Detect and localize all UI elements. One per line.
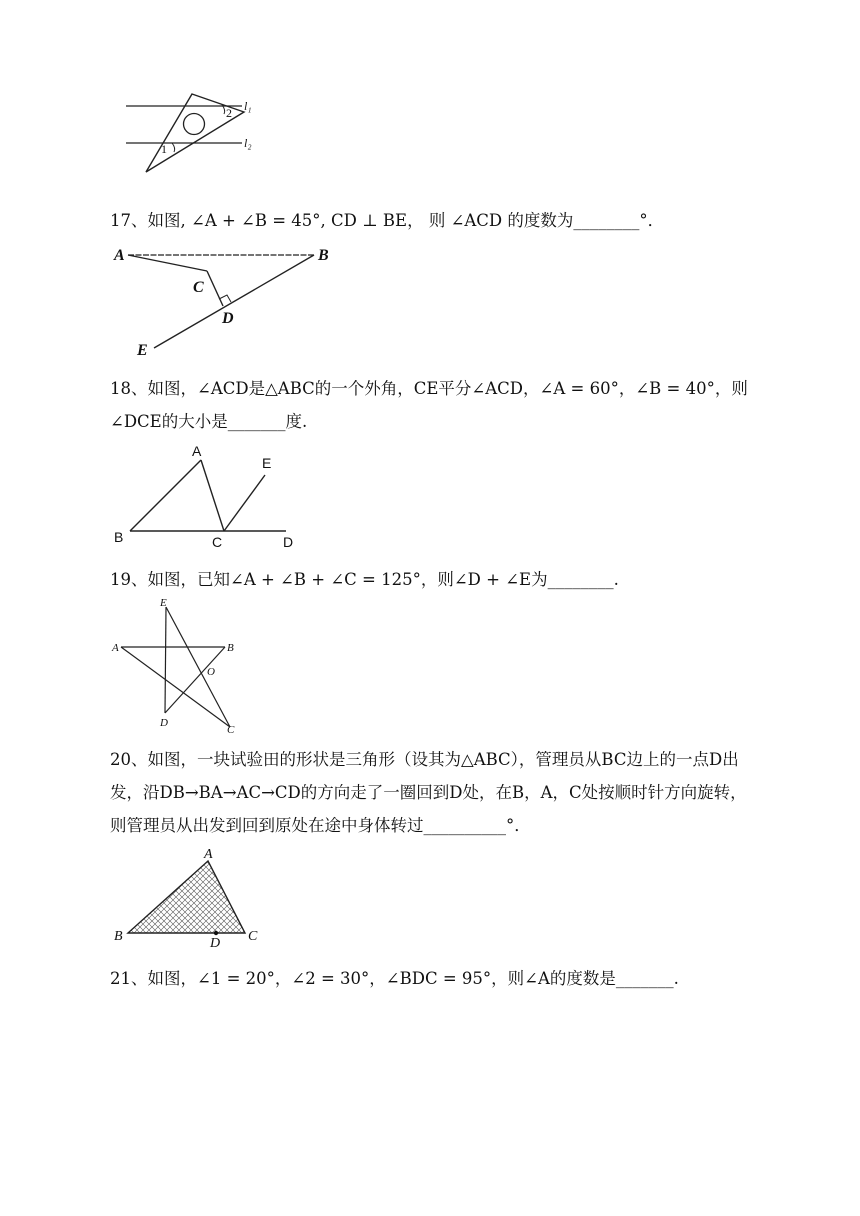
figure-q19 [110,595,250,737]
fig17-label-C: C [193,279,204,296]
figure-q18 [110,438,310,552]
fig17-label-B: B [318,247,329,264]
question-20 [110,743,760,842]
q17-text: 如图, ∠A + ∠B = 45°, CD ⊥ BE， 则 ∠ACD 的度数为________°． [147,211,665,230]
fig19-label-C: C [227,724,235,736]
figure-q17 [110,244,350,362]
question-17 [110,204,760,237]
fig16-label-l1: l₁ [244,99,252,113]
q21-text: 如图，∠1 = 20°，∠2 = 30°，∠BDC = 95°，则∠A的度数是_______. [147,969,679,988]
fig19-label-E: E [160,597,167,609]
fig20-label-A: A [204,847,213,862]
fig16-label-1: 1 [161,142,167,156]
question-18 [110,372,760,438]
fig19-label-D: D [160,717,168,729]
figure-q20 [110,843,280,947]
question-21 [110,962,760,995]
q18-number: 18、 [110,379,148,398]
q21-number: 21、 [110,969,148,988]
fig19-label-O: O [207,666,215,678]
q19-text: 如图，已知∠A + ∠B + ∠C = 125°，则∠D + ∠E为________. [147,570,619,589]
fig20-label-D: D [210,936,221,947]
fig18-label-A: A [192,443,202,459]
question-19 [110,563,760,596]
fig18-label-B: B [114,529,124,545]
q20-text: 如图，一块试验田的形状是三角形（设其为△ABC），管理员从BC边上的一点D出发，沿DB→BA→AC→CD的方向走了一圈回到D处，在B，A，C处按顺时针方向旋转，则管理员从出发到回到原处在途中身体转过__________°． [110,750,747,835]
q19-number: 19、 [110,570,148,589]
figure-q16 [110,88,270,178]
fig18-label-D: D [283,534,294,550]
fig20-label-B: B [114,929,123,944]
q17-number: 17、 [110,211,148,230]
fig18-label-C: C [212,534,223,550]
fig18-label-E: E [262,455,272,471]
fig17-label-E: E [137,342,148,359]
fig16-label-2: 2 [226,106,232,120]
q20-number: 20、 [110,750,148,769]
fig17-label-A: A [114,247,125,264]
fig20-label-C: C [248,929,258,944]
q18-text: 如图，∠ACD是△ABC的一个外角，CE平分∠ACD，∠A = 60°，∠B = 40°，则∠DCE的大小是_______度. [110,379,748,431]
fig19-label-A: A [112,642,119,654]
fig16-label-l2: l₂ [244,136,252,150]
fig17-label-D: D [222,310,234,327]
fig19-label-B: B [227,642,234,654]
